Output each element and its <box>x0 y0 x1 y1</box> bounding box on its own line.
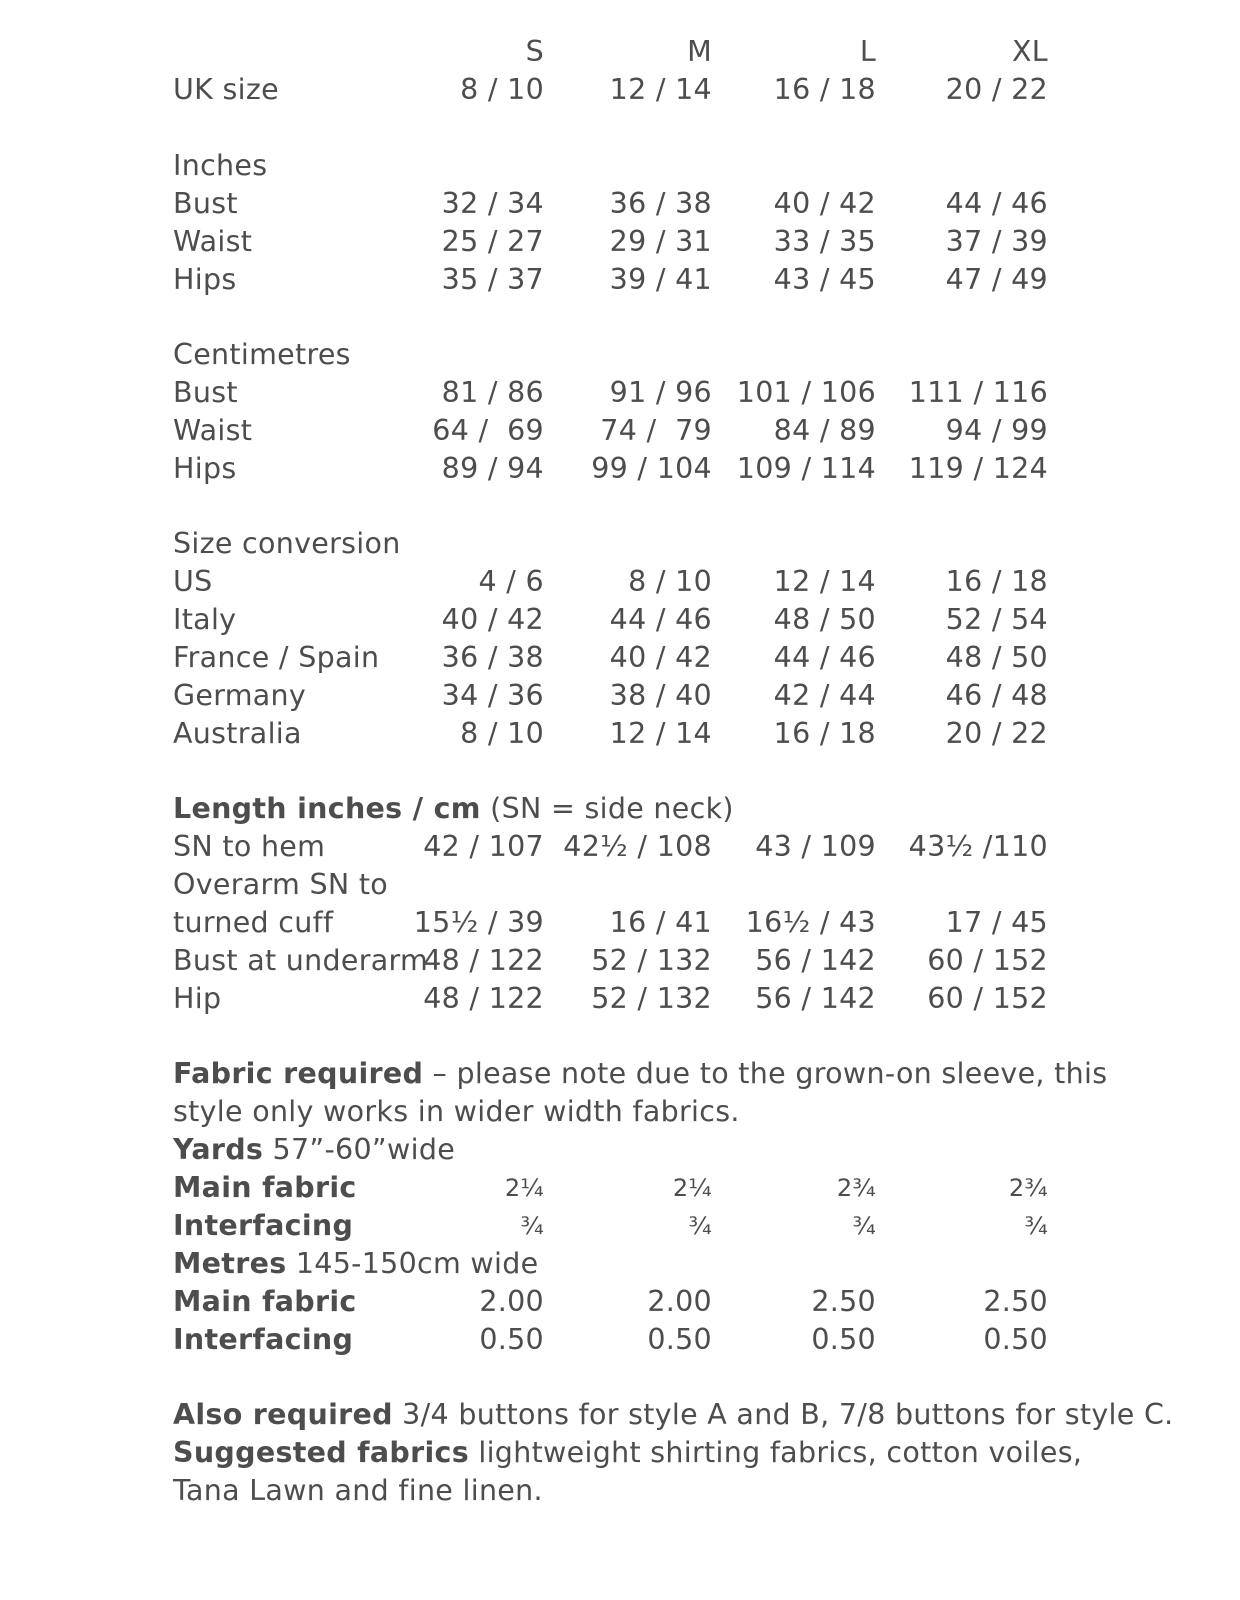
value-xl: 17 / 45 <box>945 906 1048 939</box>
value-m: 38 / 40 <box>609 679 712 712</box>
conversion-heading-row <box>0 525 1240 563</box>
value-xl: 47 / 49 <box>945 263 1048 296</box>
value-m: 16 / 41 <box>609 906 712 939</box>
inches-hips-row <box>0 261 1240 299</box>
row-label: France / Spain <box>173 641 380 674</box>
length-hip-row <box>0 980 1240 1018</box>
suggested-fabrics-line <box>173 1434 1082 1472</box>
inches-waist-row <box>0 223 1240 261</box>
value-s: 35 / 37 <box>441 263 544 296</box>
value-s: 42 / 107 <box>423 830 544 863</box>
inches-bust-row <box>0 185 1240 223</box>
value-s: 32 / 34 <box>441 187 544 220</box>
suggested-fabrics-label: Suggested fabrics <box>173 1436 470 1469</box>
inches-heading-row <box>0 147 1240 185</box>
length-heading-note: (SN = side neck) <box>480 792 734 825</box>
value-xl: 94 / 99 <box>945 414 1048 447</box>
value-m: 42½ / 108 <box>563 830 712 863</box>
row-label: Hips <box>173 263 237 296</box>
value-s: 34 / 36 <box>441 679 544 712</box>
suggested-fabrics-line2: Tana Lawn and fine linen. <box>173 1474 543 1507</box>
value-xl: 20 / 22 <box>945 73 1048 106</box>
value-l: 109 / 114 <box>736 452 876 485</box>
size-header-row <box>0 33 1240 71</box>
metres-width: 145-150cm wide <box>286 1247 539 1280</box>
value-s: 36 / 38 <box>441 641 544 674</box>
value-m: ¾ <box>688 1212 712 1240</box>
fabric-note-line1 <box>173 1055 1107 1093</box>
value-xl: 2.50 <box>983 1285 1048 1318</box>
row-label: turned cuff <box>173 906 334 939</box>
value-s: 2¼ <box>504 1174 544 1202</box>
value-l: 16 / 18 <box>773 717 876 750</box>
centimetres-hips-row <box>0 450 1240 488</box>
row-label: Bust <box>173 187 238 220</box>
value-m: 74 / 79 <box>600 414 712 447</box>
size-xl: XL <box>1011 35 1048 68</box>
length-heading-row <box>0 790 1240 828</box>
value-s: 40 / 42 <box>441 603 544 636</box>
length-overarm-row <box>0 904 1240 942</box>
value-s: 48 / 122 <box>423 982 544 1015</box>
value-s: 15½ / 39 <box>413 906 544 939</box>
size-l: L <box>859 35 876 68</box>
section-heading <box>173 790 734 828</box>
value-m: 99 / 104 <box>591 452 712 485</box>
value-xl: 48 / 50 <box>945 641 1048 674</box>
value-l: 56 / 142 <box>755 982 876 1015</box>
value-l: ¾ <box>852 1212 876 1240</box>
yards-label: Yards <box>173 1133 264 1166</box>
conversion-france-row <box>0 639 1240 677</box>
row-label: Australia <box>173 717 302 750</box>
row-label: SN to hem <box>173 830 326 863</box>
value-xl: 37 / 39 <box>945 225 1048 258</box>
yards-interfacing-row <box>0 1207 1240 1245</box>
value-xl: 111 / 116 <box>908 376 1048 409</box>
value-l: 16½ / 43 <box>745 906 876 939</box>
conversion-germany-row <box>0 677 1240 715</box>
value-l: 44 / 46 <box>773 641 876 674</box>
section-heading: Inches <box>173 149 268 182</box>
centimetres-bust-row <box>0 374 1240 412</box>
row-label: Hips <box>173 452 237 485</box>
value-l: 42 / 44 <box>773 679 876 712</box>
value-xl: ¾ <box>1024 1212 1048 1240</box>
suggested-fabrics-text: lightweight shirting fabrics, cotton voiles, <box>469 1436 1083 1469</box>
value-l: 56 / 142 <box>755 944 876 977</box>
metres-main-fabric-row <box>0 1283 1240 1321</box>
value-xl: 119 / 124 <box>908 452 1048 485</box>
value-m: 36 / 38 <box>609 187 712 220</box>
row-label: UK size <box>173 73 279 106</box>
value-m: 12 / 14 <box>609 717 712 750</box>
value-xl: 44 / 46 <box>945 187 1048 220</box>
row-label: Germany <box>173 679 307 712</box>
value-l: 48 / 50 <box>773 603 876 636</box>
length-overarm-label-row <box>0 866 1240 904</box>
value-s: 89 / 94 <box>441 452 544 485</box>
row-label: Italy <box>173 603 237 636</box>
value-s: 64 / 69 <box>432 414 544 447</box>
value-xl: 20 / 22 <box>945 717 1048 750</box>
value-s: 81 / 86 <box>441 376 544 409</box>
row-label: Interfacing <box>173 1323 354 1356</box>
value-m: 44 / 46 <box>609 603 712 636</box>
value-m: 52 / 132 <box>591 944 712 977</box>
row-label: Bust <box>173 376 238 409</box>
value-xl: 16 / 18 <box>945 565 1048 598</box>
row-label: Hip <box>173 982 222 1015</box>
value-l: 33 / 35 <box>773 225 876 258</box>
value-xl: 0.50 <box>983 1323 1048 1356</box>
metres-interfacing-row <box>0 1321 1240 1359</box>
value-xl: 60 / 152 <box>927 944 1048 977</box>
conversion-australia-row <box>0 715 1240 753</box>
fabric-heading-bold: Fabric required <box>173 1057 424 1090</box>
value-xl: 2¾ <box>1008 1174 1048 1202</box>
length-sn-hem-row <box>0 828 1240 866</box>
value-m: 39 / 41 <box>609 263 712 296</box>
also-required-line <box>173 1396 1174 1434</box>
length-heading-bold: Length inches / cm <box>173 792 481 825</box>
centimetres-heading-row <box>0 336 1240 374</box>
value-m: 2¼ <box>672 1174 712 1202</box>
value-l: 101 / 106 <box>736 376 876 409</box>
size-s: S <box>525 35 544 68</box>
value-s: ¾ <box>520 1212 544 1240</box>
value-l: 0.50 <box>811 1323 876 1356</box>
fabric-note-line2: style only works in wider width fabrics. <box>173 1095 740 1128</box>
value-m: 0.50 <box>647 1323 712 1356</box>
value-l: 84 / 89 <box>773 414 876 447</box>
value-s: 2.00 <box>479 1285 544 1318</box>
uk-size-row <box>0 71 1240 109</box>
value-xl: 52 / 54 <box>945 603 1048 636</box>
row-label: Waist <box>173 225 253 258</box>
value-l: 40 / 42 <box>773 187 876 220</box>
yards-main-fabric-row <box>0 1169 1240 1207</box>
section-heading: Centimetres <box>173 338 351 371</box>
value-m: 52 / 132 <box>591 982 712 1015</box>
section-heading: Size conversion <box>173 527 401 560</box>
row-label: Waist <box>173 414 253 447</box>
conversion-us-row <box>0 563 1240 601</box>
value-s: 8 / 10 <box>460 717 544 750</box>
centimetres-waist-row <box>0 412 1240 450</box>
value-l: 2.50 <box>811 1285 876 1318</box>
value-m: 40 / 42 <box>609 641 712 674</box>
value-m: 12 / 14 <box>609 73 712 106</box>
value-s: 8 / 10 <box>460 73 544 106</box>
yards-width: 57”-60”wide <box>263 1133 456 1166</box>
value-m: 91 / 96 <box>609 376 712 409</box>
row-label: Interfacing <box>173 1209 354 1242</box>
also-required-label: Also required <box>173 1398 393 1431</box>
metres-heading <box>173 1245 538 1283</box>
value-m: 2.00 <box>647 1285 712 1318</box>
value-s: 25 / 27 <box>441 225 544 258</box>
value-s: 0.50 <box>479 1323 544 1356</box>
row-label: Main fabric <box>173 1285 357 1318</box>
value-l: 43 / 45 <box>773 263 876 296</box>
value-xl: 60 / 152 <box>927 982 1048 1015</box>
value-m: 29 / 31 <box>609 225 712 258</box>
fabric-heading-note: – please note due to the grown-on sleeve, this <box>423 1057 1108 1090</box>
length-bust-underarm-row <box>0 942 1240 980</box>
row-label: US <box>173 565 213 598</box>
row-label: Main fabric <box>173 1171 357 1204</box>
value-l: 43 / 109 <box>755 830 876 863</box>
value-l: 16 / 18 <box>773 73 876 106</box>
also-required-text: 3/4 buttons for style A and B, 7/8 buttons for style C. <box>392 1398 1174 1431</box>
size-m: M <box>687 35 712 68</box>
conversion-italy-row <box>0 601 1240 639</box>
row-label: Bust at underarm <box>173 944 429 977</box>
value-s: 4 / 6 <box>478 565 544 598</box>
value-l: 12 / 14 <box>773 565 876 598</box>
value-xl: 43½ /110 <box>908 830 1048 863</box>
value-m: 8 / 10 <box>628 565 712 598</box>
value-l: 2¾ <box>836 1174 876 1202</box>
metres-label: Metres <box>173 1247 287 1280</box>
row-label: Overarm SN to <box>173 868 389 901</box>
value-s: 48 / 122 <box>423 944 544 977</box>
yards-heading <box>173 1131 455 1169</box>
value-xl: 46 / 48 <box>945 679 1048 712</box>
